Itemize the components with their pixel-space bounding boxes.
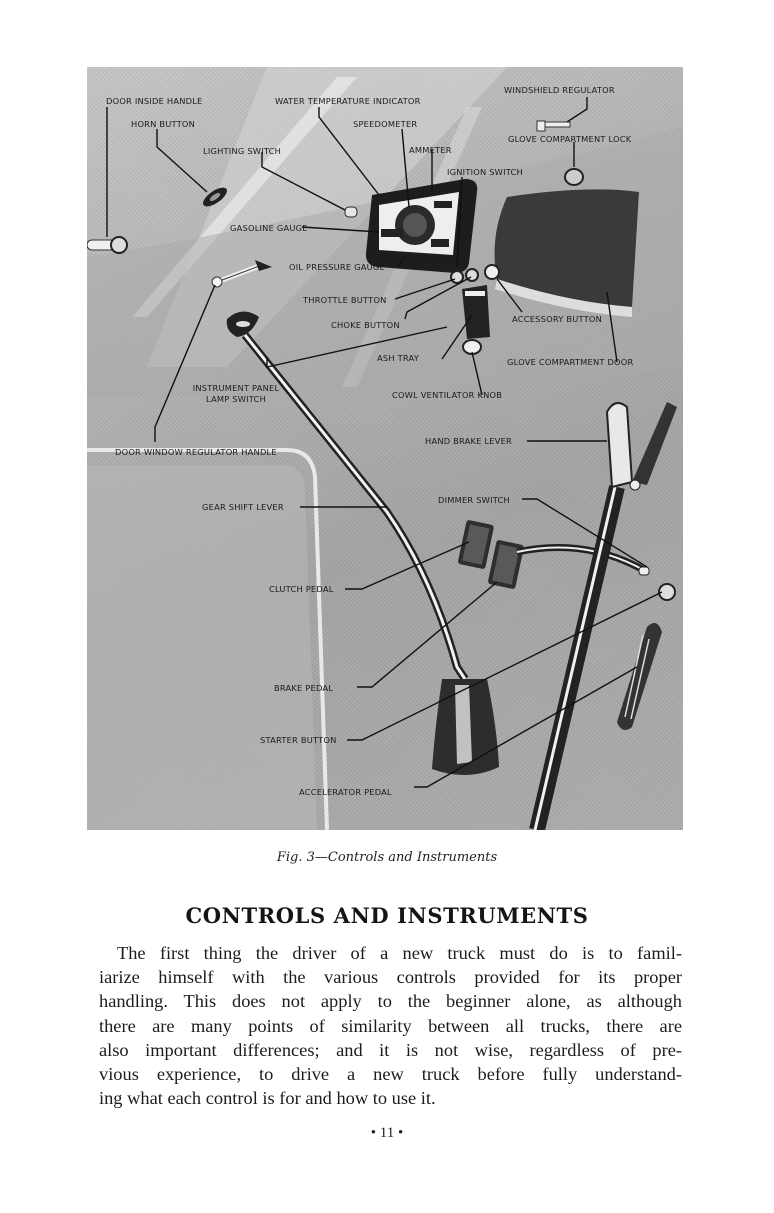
label-ignition-switch: IGNITION SWITCH [447, 167, 523, 177]
label-glove-compartment-lock: GLOVE COMPARTMENT LOCK [508, 134, 632, 144]
windshield-regulator-icon [537, 121, 570, 131]
paragraph-line: vious experience, to drive a new truck before fully understand- [99, 1064, 682, 1085]
cowl-ventilator-knob-icon [463, 340, 481, 354]
door-inside-handle-icon [87, 237, 127, 253]
lighting-switch-icon [345, 207, 357, 217]
label-instrument-panel-lamp-switch-line2: LAMP SWITCH [205, 394, 267, 404]
paragraph-line: ing what each control is for and how to use it. [99, 1088, 436, 1109]
label-windshield-regulator: WINDSHIELD REGULATOR [504, 85, 615, 95]
label-gear-shift-lever: GEAR SHIFT LEVER [202, 502, 284, 512]
label-dimmer-switch: DIMMER SWITCH [438, 495, 510, 505]
label-door-window-regulator-handle: DOOR WINDOW REGULATOR HANDLE [115, 447, 277, 457]
label-horn-button: HORN BUTTON [131, 119, 196, 129]
body-paragraph [99, 941, 682, 1110]
label-ammeter: AMMETER [409, 145, 452, 155]
label-speedometer: SPEEDOMETER [353, 119, 418, 129]
glove-lock-icon [565, 169, 583, 185]
brake-pedal-icon [488, 540, 647, 590]
paragraph-line: there are many points of similarity between all trucks, there are [99, 1015, 682, 1036]
label-oil-pressure-gauge: OIL PRESSURE GAUGE [289, 262, 385, 272]
label-brake-pedal: BRAKE PEDAL [274, 683, 334, 693]
label-door-inside-handle: DOOR INSIDE HANDLE [106, 96, 203, 106]
label-water-temperature-indicator: WATER TEMPERATURE INDICATOR [275, 96, 421, 106]
label-ash-tray: ASH TRAY [377, 353, 420, 363]
label-cowl-ventilator-knob: COWL VENTILATOR KNOB [392, 390, 503, 400]
label-accelerator-pedal: ACCELERATOR PEDAL [299, 787, 392, 797]
label-gasoline-gauge: GASOLINE GAUGE [230, 223, 308, 233]
label-starter-button: STARTER BUTTON [260, 735, 337, 745]
label-instrument-panel-lamp-switch-line1: INSTRUMENT PANEL [192, 383, 280, 393]
label-throttle-button: THROTTLE BUTTON [303, 295, 387, 305]
controls-illustration [87, 67, 683, 830]
paragraph-line: iarize himself with the various controls provided for its proper [99, 967, 682, 988]
page-number: • 11 • [370, 1125, 404, 1141]
label-hand-brake-lever: HAND BRAKE LEVER [425, 436, 513, 446]
hand-brake-lever-icon [535, 402, 677, 830]
label-glove-compartment-door: GLOVE COMPARTMENT DOOR [507, 357, 634, 367]
paragraph-line: handling. This does not apply to the beginner alone, as although [99, 991, 682, 1012]
label-choke-button: CHOKE BUTTON [331, 320, 400, 330]
figure-caption: Fig. 3—Controls and Instruments [276, 850, 498, 865]
dimmer-switch-icon [639, 567, 649, 575]
paragraph-line: The first thing the driver of a new truck must do is to famil- [117, 943, 682, 963]
section-heading: CONTROLS AND INSTRUMENTS [185, 903, 589, 928]
paragraph-line: also important differences; and it is not wise, regardless of pre- [99, 1039, 682, 1060]
label-accessory-button: ACCESSORY BUTTON [512, 314, 603, 324]
label-lighting-switch: LIGHTING SWITCH [203, 146, 282, 156]
accelerator-pedal-icon [617, 623, 662, 730]
label-clutch-pedal: CLUTCH PEDAL [269, 584, 334, 594]
